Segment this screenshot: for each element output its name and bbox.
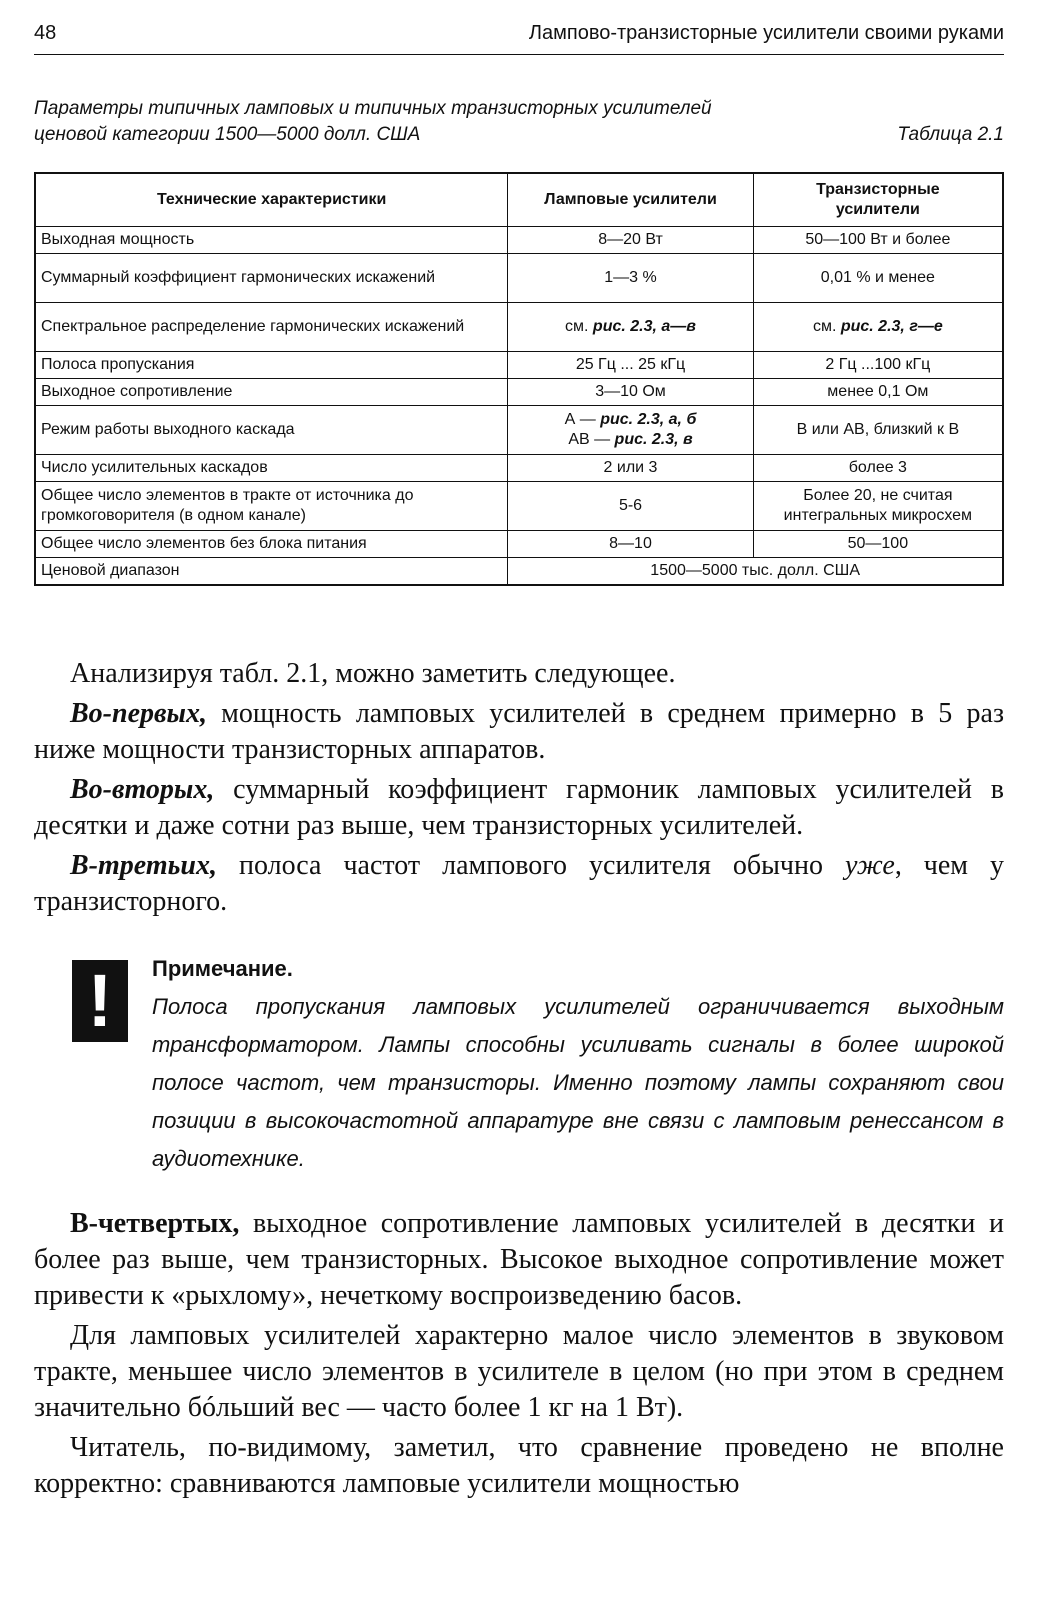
table-header-row [35, 173, 1003, 227]
table-cell: Режим работы выходного каскада [35, 406, 508, 455]
table-cell: Ценовой диапазон [35, 558, 508, 586]
table-cell: Выходное сопротивление [35, 379, 508, 406]
table-cell: 2 Гц ...100 кГц [753, 352, 1003, 379]
table-row [35, 227, 1003, 254]
note-title: Примечание. [152, 956, 293, 981]
table-cell: Суммарный коэффициент гармонических искажений [35, 254, 508, 303]
table-row [35, 455, 1003, 482]
table-row [35, 254, 1003, 303]
paragraph [34, 848, 1004, 920]
page-number: 48 [34, 22, 57, 44]
paragraph-text: выходное сопротивление ламповых усилителей в десятки и более раз выше, чем транзисторных. Высокое выходное сопротивление может привести к «рыхлому», нечеткому воспроизведению басов. [34, 1208, 1004, 1311]
table-caption [34, 96, 1004, 148]
table-cell: 50—100 [753, 531, 1003, 558]
table-cell: Общее число элементов без блока питания [35, 531, 508, 558]
paragraph-text: полоса частот лампового усилителя обычно [217, 850, 845, 881]
book-page [34, 0, 1006, 1600]
table-cell: 2 или 3 [508, 455, 753, 482]
table-cell: Число усилительных каскадов [35, 455, 508, 482]
paragraph-lead: Во-вторых, [70, 774, 215, 805]
cell-prefix: АВ — [568, 431, 615, 448]
table-row [35, 482, 1003, 531]
emphasis: уже [844, 850, 895, 881]
table-cell: Общее число элементов в тракте от источника до громкоговорителя (в одном канале) [35, 482, 508, 531]
table-cell: 8—20 Вт [508, 227, 753, 254]
table-cell [508, 303, 753, 352]
column-header: Транзисторные усилители [753, 173, 1003, 227]
note-box [152, 956, 1004, 1178]
table-cell: Спектральное распределение гармонических искажений [35, 303, 508, 352]
table-row [35, 558, 1003, 586]
table-cell: В или АВ, близкий к В [753, 406, 1003, 455]
table-cell: 25 Гц ... 25 кГц [508, 352, 753, 379]
paragraph-lead: Во-первых, [70, 698, 207, 729]
column-header: Технические характеристики [35, 173, 508, 227]
parameters-table [34, 172, 1004, 586]
paragraph-text: мощность ламповых усилителей в среднем примерно в 5 раз ниже мощности транзисторных аппаратов. [34, 698, 1004, 765]
body-text-upper [34, 656, 1004, 924]
table-row [35, 379, 1003, 406]
exclamation-icon [72, 960, 128, 1042]
note-body: Полоса пропускания ламповых усилителей ограничивается выходным трансформатором. Лампы способны усиливать сигналы в более широкой полосе частот, чем транзисторы. Именно поэтому лампы сохраняют свои позиции в высокочастотной аппаратуре вне связи с ламповым ренессансом в аудиотехнике. [152, 994, 1004, 1171]
table-cell: 1—3 % [508, 254, 753, 303]
paragraph-text: суммарный коэффициент гармоник ламповых усилителей в десятки и даже сотни раз выше, чем транзисторных усилителей. [34, 774, 1004, 841]
table-number: Таблица 2.1 [897, 124, 1004, 145]
paragraph: Анализируя табл. 2.1, можно заметить следующее. [70, 658, 676, 689]
table-cell [753, 303, 1003, 352]
table-row [35, 352, 1003, 379]
table-row [35, 531, 1003, 558]
cell-prefix: см. [565, 318, 593, 335]
paragraph-lead: В-третьих, [70, 850, 217, 881]
table-row [35, 406, 1003, 455]
table-row [35, 303, 1003, 352]
paragraph: Для ламповых усилителей характерно малое число элементов в звуковом тракте, меньшее число элементов в усилителе в целом (но при этом в среднем значительно бóльший вес — часто более 1 кг на 1 Вт). [34, 1320, 1004, 1423]
figure-ref: рис. 2.3, а—в [592, 318, 696, 335]
table-cell: 5-6 [508, 482, 753, 531]
figure-ref: рис. 2.3, г—е [840, 318, 943, 335]
paragraph-lead: В-четвертых, [70, 1208, 240, 1239]
figure-ref: рис. 2.3, в [614, 431, 693, 448]
body-text-lower [34, 1206, 1004, 1506]
paragraph-text: , чем у транзисторного. [34, 850, 1004, 917]
table-cell: 50—100 Вт и более [753, 227, 1003, 254]
paragraph [34, 772, 1004, 844]
exclamation-glyph: ! [87, 959, 113, 1042]
paragraph [34, 696, 1004, 768]
table-cell: Более 20, не считая интегральных микросхем [753, 482, 1003, 531]
table-cell: 3—10 Ом [508, 379, 753, 406]
paragraph [34, 1206, 1004, 1314]
cell-prefix: А — [564, 411, 601, 428]
table-cell: 0,01 % и менее [753, 254, 1003, 303]
table-caption-line: Параметры типичных ламповых и типичных транзисторных усилителей [34, 98, 712, 119]
table-cell: Выходная мощность [35, 227, 508, 254]
paragraph: Читатель, по-видимому, заметил, что сравнение проведено не вполне корректно: сравниваются ламповые усилители мощностью [34, 1432, 1004, 1499]
table-cell: 8—10 [508, 531, 753, 558]
table-cell: Полоса пропускания [35, 352, 508, 379]
table-cell-merged: 1500—5000 тыс. долл. США [508, 558, 1003, 586]
table-cell: более 3 [753, 455, 1003, 482]
table-cell [508, 406, 753, 455]
column-header: Ламповые усилители [508, 173, 753, 227]
cell-prefix: см. [812, 318, 841, 335]
figure-ref: рис. 2.3, а, б [600, 411, 697, 428]
table-caption-line: ценовой категории 1500—5000 долл. США [34, 124, 421, 145]
running-title: Лампово-транзисторные усилители своими руками [528, 22, 1004, 44]
running-header [34, 18, 1004, 55]
table-cell: менее 0,1 Ом [753, 379, 1003, 406]
